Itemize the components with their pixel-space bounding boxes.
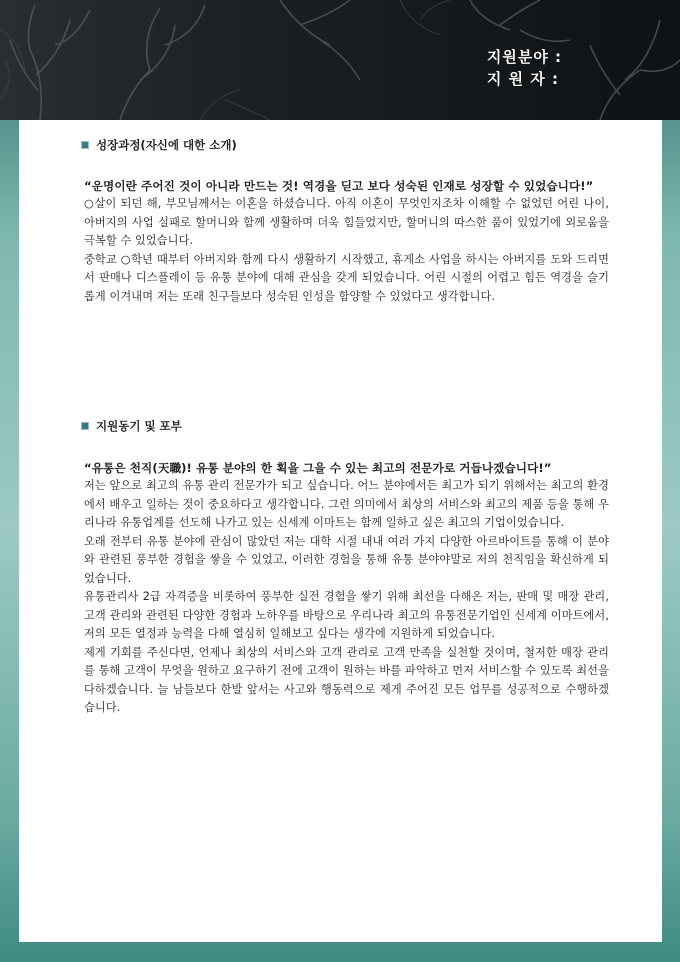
paragraph: 중학교 ○학년 때부터 아버지와 함께 다시 생활하기 시작했고, 휴게소 사업을 하시는 아버지를 도와 드리면서 판매나 디스플레이 등 유통 분야에 대해 관심을 갖게 되었습니다. 어린 시절의 어렵고 힘든 역경을 슬기롭게 이겨내며 저는 또래 친구들보다 성숙된 인성을 함양할 수 있었다고 생각합니다. xyxy=(84,252,609,303)
paragraph: 저는 앞으로 최고의 유통 관리 전문가가 되고 싶습니다. 어느 분야에서든 최고가 되기 위해서는 최고의 환경에서 배우고 일하는 것이 중요하다고 생각합니다. 그런 의미에서 최상의 서비스와 최고의 제품 등을 통해 우리나라 유통업계를 선도해 나가고 있는 신세계 이마트는 함께 일하고 싶은 최고의 기업이었습니다. xyxy=(84,479,609,529)
section-title-text: 성장과정(자신에 대한 소개) xyxy=(96,138,237,152)
square-bullet-icon xyxy=(82,142,88,148)
section-quote: “운명이란 주어진 것이 아니라 만드는 것! 역경을 딛고 보다 성숙된 인재로 성장할 수 있었습니다!” xyxy=(84,179,594,193)
section-motivation xyxy=(62,418,622,434)
applicant-label: 지 원 자 : xyxy=(486,70,559,88)
section-title xyxy=(82,137,622,153)
paragraph: 제게 기회를 주신다면, 언제나 최상의 서비스와 고객 관리로 고객 만족을 실천할 것이며, 철저한 매장 관리를 통해 고객이 무엇을 원하고 요구하기 전에 고객이 원하는 바를 파악하고 먼저 서비스할 수 있도록 최선을 다하겠습니다. 늘 남들보다 한발 앞서는 사고와 행동력으로 제게 주어진 모든 업무를 성공적으로 수행하겠습니다. xyxy=(84,645,609,714)
section-growth xyxy=(62,137,622,153)
paragraph: 오래 전부터 유통 분야에 관심이 많았던 저는 대학 시절 내내 여러 가지 다양한 아르바이트를 통해 이 분야와 관련된 풍부한 경험을 쌓을 수 있었고, 이러한 경험을 통해 유통 분야야말로 저의 천직임을 확신하게 되었습니다. xyxy=(84,534,609,585)
field-label: 지원분야 : xyxy=(486,48,562,66)
square-bullet-icon xyxy=(82,423,88,429)
section-title xyxy=(82,418,622,434)
section-motivation-body xyxy=(84,459,609,718)
section-quote: “유통은 천직(天職)! 유통 분야의 한 획을 그을 수 있는 최고의 전문가로 거듭나겠습니다!” xyxy=(84,461,552,475)
header-banner xyxy=(0,0,680,120)
section-growth-body xyxy=(84,177,609,306)
coral-decoration xyxy=(0,0,680,120)
paragraph: ○살이 되던 해, 부모님께서는 이혼을 하셨습니다. 아직 이혼이 무엇인지조차 이해할 수 없었던 어린 나이, 아버지의 사업 실패로 할머니와 함께 생활하며 더욱 힘들었지만, 할머니의 따스한 품이 있었기에 외로움을 극복할 수 있었습니다. xyxy=(84,197,609,247)
paragraph: 유통관리사 2급 자격증을 비롯하여 풍부한 실전 경험을 쌓기 위해 최선을 다해온 저는, 판매 및 매장 관리, 고객 관리와 관련된 다양한 경험과 노하우를 바탕으로 우리나라 최고의 유통전문기업인 신세계 이마트에서, 저의 모든 열정과 능력을 다해 열심히 일해보고 싶다는 생각에 지원하게 되었습니다. xyxy=(84,590,609,640)
applicant-info xyxy=(487,46,562,90)
section-title-text: 지원동기 및 포부 xyxy=(96,419,182,433)
